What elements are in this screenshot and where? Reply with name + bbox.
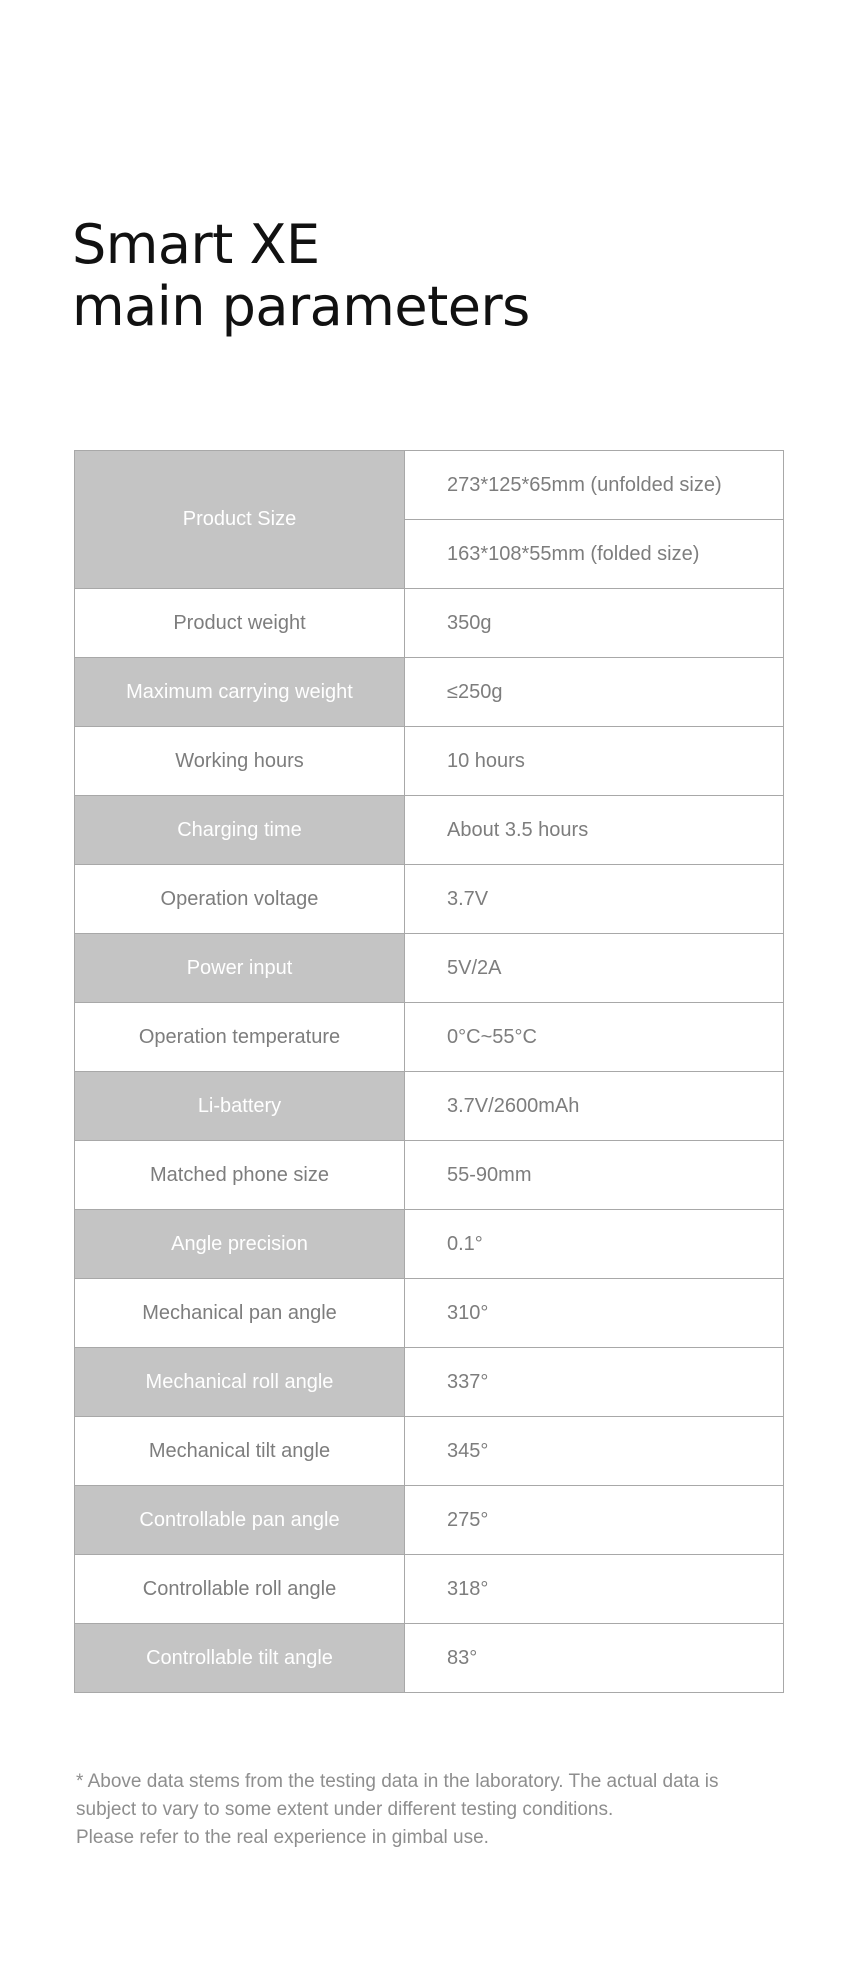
footnote-line-1: * Above data stems from the testing data in the laboratory. The actual data is	[76, 1771, 719, 1792]
row-label: Working hours	[75, 727, 405, 796]
page-title-line-1: Smart XE	[72, 213, 320, 276]
page-title	[72, 214, 530, 338]
row-value: 310°	[405, 1279, 784, 1348]
footnote-line-2: subject to vary to some extent under different testing conditions.	[76, 1799, 614, 1820]
table-row	[75, 865, 784, 934]
disclaimer-footnote	[76, 1768, 786, 1852]
row-value: 0.1°	[405, 1210, 784, 1279]
row-label: Operation temperature	[75, 1003, 405, 1072]
table-row	[75, 1210, 784, 1279]
row-label: Controllable roll angle	[75, 1555, 405, 1624]
row-value: 3.7V/2600mAh	[405, 1072, 784, 1141]
row-value: 318°	[405, 1555, 784, 1624]
table-row	[75, 1624, 784, 1693]
row-label: Angle precision	[75, 1210, 405, 1279]
row-value: 337°	[405, 1348, 784, 1417]
row-label: Mechanical roll angle	[75, 1348, 405, 1417]
table-row	[75, 1279, 784, 1348]
table-row	[75, 1486, 784, 1555]
row-value: 5V/2A	[405, 934, 784, 1003]
row-value: 3.7V	[405, 865, 784, 934]
table-row	[75, 589, 784, 658]
row-label: Operation voltage	[75, 865, 405, 934]
row-label-product-size: Product Size	[75, 451, 405, 589]
row-label: Maximum carrying weight	[75, 658, 405, 727]
row-value: 10 hours	[405, 727, 784, 796]
row-value: 345°	[405, 1417, 784, 1486]
row-value: About 3.5 hours	[405, 796, 784, 865]
row-value-unfolded-size: 273*125*65mm (unfolded size)	[405, 451, 784, 520]
row-label: Li-battery	[75, 1072, 405, 1141]
row-value: 0°C~55°C	[405, 1003, 784, 1072]
row-label: Product weight	[75, 589, 405, 658]
row-value: 83°	[405, 1624, 784, 1693]
table-row	[75, 658, 784, 727]
table-row	[75, 727, 784, 796]
row-value: 275°	[405, 1486, 784, 1555]
row-label: Matched phone size	[75, 1141, 405, 1210]
row-value: 350g	[405, 589, 784, 658]
table-row	[75, 796, 784, 865]
table-row	[75, 1348, 784, 1417]
row-label: Controllable tilt angle	[75, 1624, 405, 1693]
row-label: Charging time	[75, 796, 405, 865]
table-row	[75, 1555, 784, 1624]
table-row	[75, 934, 784, 1003]
table-row	[75, 1072, 784, 1141]
table-row	[75, 1003, 784, 1072]
row-value: ≤250g	[405, 658, 784, 727]
row-value: 55-90mm	[405, 1141, 784, 1210]
row-value-folded-size: 163*108*55mm (folded size)	[405, 520, 784, 589]
row-label: Controllable pan angle	[75, 1486, 405, 1555]
table-row	[75, 1141, 784, 1210]
row-label: Mechanical pan angle	[75, 1279, 405, 1348]
row-label: Power input	[75, 934, 405, 1003]
page-title-line-2: main parameters	[72, 275, 530, 338]
row-label: Mechanical tilt angle	[75, 1417, 405, 1486]
table-row	[75, 1417, 784, 1486]
table-row-product-size	[75, 451, 784, 520]
parameters-table	[74, 450, 784, 1693]
footnote-line-3: Please refer to the real experience in gimbal use.	[76, 1827, 489, 1848]
